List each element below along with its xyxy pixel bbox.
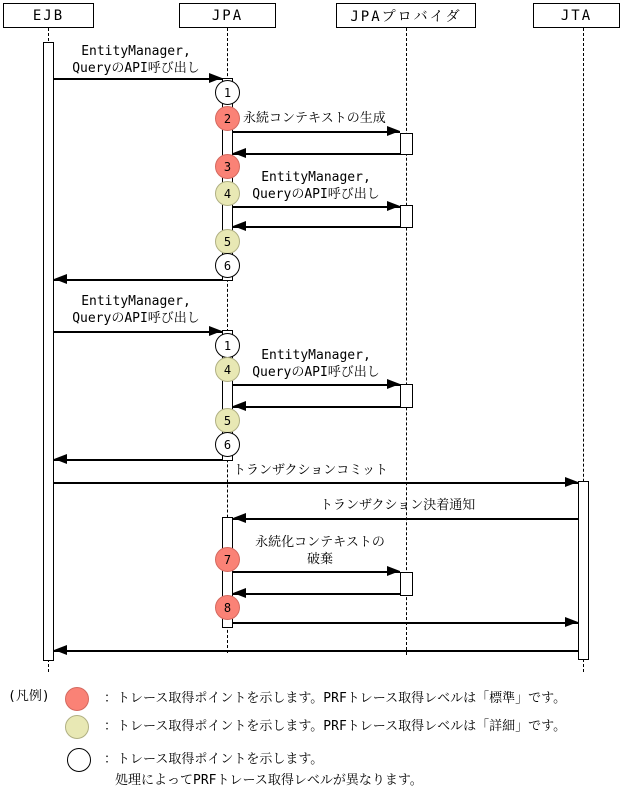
activation-jpa-provider-3 [400, 384, 413, 408]
message-label-entitymanager-query-api-call-4 [240, 347, 392, 381]
message-line-ejb-to-jta-commit [54, 482, 578, 484]
trace-point-1-white: 1 [215, 80, 240, 105]
arrow-head-jpa-to-jta-return [565, 617, 578, 627]
arrow-head-provider-return-2 [233, 221, 246, 231]
legend-circle-standard [65, 687, 89, 711]
message-label-entitymanager-query-api-call-1 [58, 43, 214, 77]
message-line-provider-return-3 [233, 406, 400, 408]
trace-point-4-detail: 4 [215, 181, 240, 206]
message-line-jpa-return-to-ejb-2 [54, 459, 222, 461]
message-label-line-entitymanager-query-api-call-4-2: QueryのAPI呼び出し [252, 365, 380, 380]
legend-text-white-2: 処理によってPRFトレース取得レベルが異なります。 [115, 773, 423, 788]
trace-point-1-white: 1 [215, 333, 240, 358]
actor-box-jpa-provider: JPAプロバイダ [336, 3, 476, 28]
message-line-provider-return-4 [233, 593, 400, 595]
trace-point-7-standard: 7 [215, 547, 240, 572]
message-line-provider-return-2 [233, 226, 400, 228]
message-line-jta-return-to-ejb [54, 650, 578, 652]
message-label-line-transaction-completion-notice-1: トランザクション決着通知 [320, 498, 476, 513]
message-label-line-entitymanager-query-api-call-1-1: EntityManager, [81, 44, 191, 59]
message-label-line-entitymanager-query-api-call-2-1: EntityManager, [261, 170, 371, 185]
message-label-transaction-commit [233, 462, 413, 479]
message-line-jpa-to-provider-api-call-1 [233, 206, 400, 208]
trace-point-3-standard: 3 [215, 154, 240, 179]
legend-title: (凡例) [8, 689, 50, 704]
message-line-provider-return-1 [233, 153, 400, 155]
message-label-line-entitymanager-query-api-call-3-2: QueryのAPI呼び出し [72, 311, 200, 326]
message-line-jpa-to-provider-api-call-2 [233, 384, 400, 386]
trace-point-6-white: 6 [215, 253, 240, 278]
actor-box-jpa: JPA [179, 3, 276, 28]
message-label-line-create-persistence-context-1: 永続コンテキストの生成 [243, 111, 386, 126]
message-label-entitymanager-query-api-call-3 [58, 293, 214, 327]
message-label-line-entitymanager-query-api-call-3-1: EntityManager, [81, 294, 191, 309]
trace-point-8-standard: 8 [215, 595, 240, 620]
message-label-line-discard-persistence-context-1: 永続化コンテキストの [255, 535, 385, 550]
arrow-head-ejb-to-jta-commit [565, 477, 578, 487]
message-label-line-entitymanager-query-api-call-4-1: EntityManager, [261, 348, 371, 363]
legend-text-standard-1: ：トレース取得ポイントを示します。PRFトレース取得レベルは「標準」です。 [104, 691, 567, 706]
activation-jpa-provider-1 [400, 133, 413, 155]
message-line-jpa-to-provider-create-context [233, 131, 400, 133]
message-label-transaction-completion-notice [320, 497, 500, 514]
message-label-line-transaction-commit-1: トランザクションコミット [233, 463, 388, 478]
message-label-entitymanager-query-api-call-2 [240, 169, 392, 203]
trace-point-6-white: 6 [215, 432, 240, 457]
activation-jta [578, 481, 589, 660]
message-line-jta-to-jpa-completion-notice [233, 518, 578, 520]
message-label-line-discard-persistence-context-2: 破棄 [306, 552, 333, 567]
arrow-head-jta-return-to-ejb [54, 645, 67, 655]
arrow-head-jpa-return-to-ejb-1 [54, 274, 67, 284]
trace-point-2-standard: 2 [215, 106, 240, 131]
arrow-head-jpa-return-to-ejb-2 [54, 454, 67, 464]
trace-point-4-detail: 4 [215, 357, 240, 382]
message-line-ejb-to-jpa-api-call-2 [54, 331, 222, 333]
legend-text-detail-1: ：トレース取得ポイントを示します。PRFトレース取得レベルは「詳細」です。 [104, 719, 567, 734]
legend-text-white-1: ：トレース取得ポイントを示します。 [104, 752, 324, 767]
trace-point-5-detail: 5 [215, 408, 240, 433]
actor-box-jta: JTA [533, 3, 620, 28]
activation-jpa-provider-4 [400, 572, 413, 596]
message-line-jpa-to-provider-discard-context [233, 571, 400, 573]
message-label-create-persistence-context [243, 110, 413, 127]
activation-jpa-provider-2 [400, 205, 413, 228]
legend-circle-detail [65, 715, 89, 739]
message-line-jpa-return-to-ejb-1 [54, 279, 222, 281]
message-line-ejb-to-jpa-api-call-1 [54, 78, 222, 80]
activation-ejb [43, 42, 54, 661]
message-label-discard-persistence-context [240, 534, 400, 568]
trace-point-5-detail: 5 [215, 229, 240, 254]
message-label-line-entitymanager-query-api-call-2-2: QueryのAPI呼び出し [252, 187, 380, 202]
arrow-head-jpa-to-provider-create-context [387, 126, 400, 136]
message-label-line-entitymanager-query-api-call-1-2: QueryのAPI呼び出し [72, 61, 200, 76]
arrow-head-jta-to-jpa-completion-notice [233, 513, 246, 523]
legend-circle-white [67, 748, 91, 772]
message-line-jpa-to-jta-return [233, 622, 578, 624]
actor-box-ejb: EJB [3, 3, 94, 28]
